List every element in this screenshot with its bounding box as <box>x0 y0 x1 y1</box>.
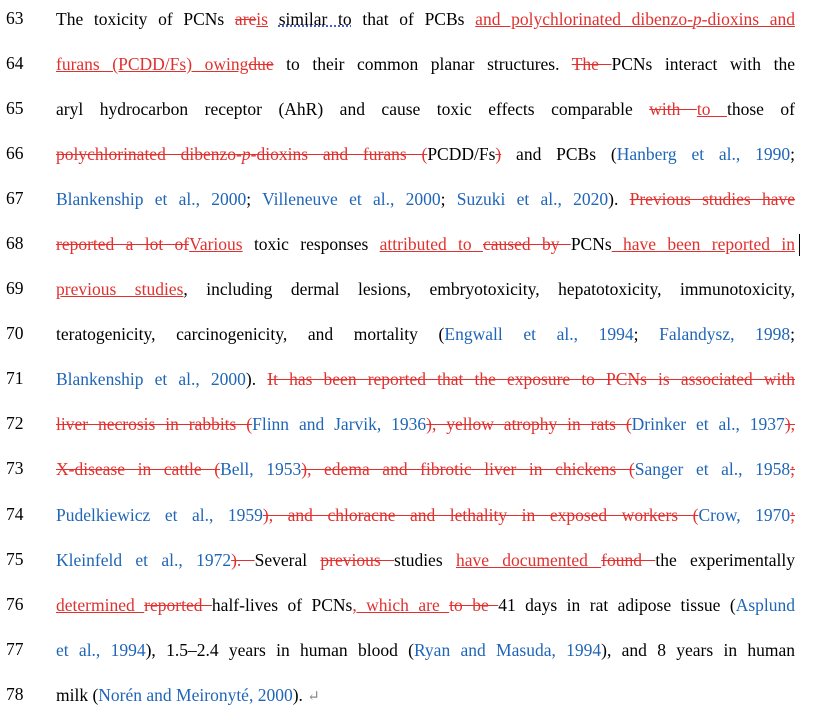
text-run: ; <box>246 189 263 209</box>
tracked-insertion: determined <box>56 595 145 615</box>
line-number: 63 <box>6 8 24 28</box>
tracked-deletion: with <box>649 99 697 119</box>
line-text[interactable] <box>56 53 795 75</box>
citation-link[interactable]: Norén and Meironyté, 2000 <box>98 685 293 705</box>
text-line <box>0 454 838 484</box>
paragraph-mark-icon: ↵ <box>307 689 320 705</box>
text-run: similar <box>278 9 339 29</box>
tracked-insertion: p <box>692 9 702 29</box>
tracked-deletion: are <box>234 9 257 29</box>
line-text[interactable] <box>56 684 795 708</box>
tracked-deletion: liver necrosis in rabbits ( <box>56 414 253 434</box>
line-number: 70 <box>6 323 24 343</box>
citation-link[interactable]: Sanger et al., 1958 <box>634 459 791 479</box>
citation-link[interactable]: Asplund <box>735 595 795 615</box>
text-line <box>0 4 838 34</box>
text-run: ; <box>790 144 795 164</box>
text-run: those of <box>726 99 795 119</box>
text-run: PCNs interact with the <box>611 54 795 74</box>
line-text[interactable] <box>56 504 795 526</box>
tracked-insertion: is <box>256 9 268 29</box>
line-number: 74 <box>6 504 24 524</box>
tracked-deletion: ), yellow atrophy in rats ( <box>426 414 632 434</box>
text-run: The toxicity of PCNs <box>56 9 235 29</box>
line-text[interactable] <box>56 458 795 480</box>
text-run: toxic responses <box>242 234 380 254</box>
tracked-deletion: ), edema and fibrotic liver in chickens ( <box>301 459 635 479</box>
text-line <box>0 545 838 575</box>
citation-link[interactable]: Villeneuve et al., 2000 <box>262 189 441 209</box>
citation-link[interactable]: Kleinfeld et al., 1972 <box>56 550 232 570</box>
text-line <box>0 274 838 304</box>
citation-link[interactable]: Pudelkiewicz et al., 1959 <box>56 505 263 525</box>
text-run: PCNs <box>570 234 612 254</box>
tracked-insertion: and polychlorinated dibenzo- <box>475 9 693 29</box>
tracked-insertion: furans (PCDD/Fs) owing <box>56 54 249 74</box>
line-number: 78 <box>6 684 24 704</box>
line-text[interactable] <box>56 323 795 345</box>
text-run: ). <box>608 189 630 209</box>
tracked-insertion: to <box>696 99 727 119</box>
line-text[interactable] <box>56 413 795 435</box>
citation-link[interactable]: Drinker et al., 1937 <box>631 414 785 434</box>
tracked-deletion: to be <box>449 595 499 615</box>
line-number: 65 <box>6 98 24 118</box>
tracked-deletion: ), and chloracne and lethality in exposed workers ( <box>262 505 699 525</box>
line-text[interactable] <box>56 98 795 120</box>
text-run: to their common planar structures. <box>273 54 572 74</box>
text-run: and PCBs ( <box>501 144 617 164</box>
text-run: 41 days in rat adipose tissue ( <box>498 595 736 615</box>
tracked-deletion: ), <box>784 414 796 434</box>
tracked-deletion: ; <box>790 505 795 525</box>
line-text[interactable] <box>56 549 795 571</box>
text-run: aryl hydrocarbon receptor (AhR) and cause toxic effects comparable <box>56 99 650 119</box>
tracked-deletion: The <box>571 54 612 74</box>
citation-link[interactable]: Bell, 1953 <box>220 459 302 479</box>
text-run: that of PCBs <box>351 9 476 29</box>
text-run: studies <box>394 550 456 570</box>
line-text[interactable] <box>56 368 795 390</box>
text-run: milk ( <box>56 685 99 705</box>
text-run: , including dermal lesions, embryotoxicity, hepatotoxicity, immunotoxicity, <box>183 279 795 299</box>
citation-link[interactable]: Falandysz, 1998 <box>659 324 791 344</box>
text-run: ), and 8 years in human <box>601 640 796 660</box>
tracked-deletion: -dioxins and furans ( <box>250 144 428 164</box>
text-cursor <box>799 234 800 256</box>
text-run: ). <box>245 369 268 389</box>
tracked-deletion: X-disease in cattle ( <box>56 459 221 479</box>
text-run: half-lives of PCNs <box>211 595 353 615</box>
line-number: 77 <box>6 639 24 659</box>
text-line <box>0 229 838 259</box>
tracked-deletion: It has been reported that the exposure to PCNs is associated with <box>267 369 796 389</box>
tracked-deletion: ). <box>231 550 255 570</box>
text-line <box>0 94 838 124</box>
tracked-insertion: have been reported in <box>611 234 795 254</box>
text-run: ). <box>292 685 308 705</box>
text-run: to <box>338 9 352 29</box>
tracked-deletion: previous <box>320 550 395 570</box>
tracked-insertion: -dioxins and <box>701 9 795 29</box>
citation-link[interactable]: Flinn and Jarvik, 1936 <box>252 414 427 434</box>
citation-link[interactable]: Blankenship et al., 2000 <box>56 369 246 389</box>
line-text[interactable] <box>56 594 795 616</box>
tracked-deletion: caused by <box>483 234 571 254</box>
text-run: ; <box>633 324 660 344</box>
text-run: Several <box>254 550 321 570</box>
tracked-deletion: p <box>241 144 251 164</box>
citation-link[interactable]: Hanberg et al., 1990 <box>616 144 791 164</box>
tracked-insertion: have documented <box>455 550 602 570</box>
tracked-insertion: attributed to <box>379 234 484 254</box>
line-text[interactable] <box>56 143 795 165</box>
text-line <box>0 139 838 169</box>
line-text[interactable] <box>56 278 795 300</box>
citation-link[interactable]: Ryan and Masuda, 1994 <box>413 640 602 660</box>
text-line <box>0 49 838 79</box>
text-line <box>0 635 838 665</box>
line-text[interactable] <box>56 233 795 255</box>
tracked-deletion: reported a lot of <box>56 234 190 254</box>
citation-link[interactable]: Suzuki et al., 2020 <box>456 189 609 209</box>
tracked-deletion: ; <box>790 459 796 479</box>
tracked-deletion: polychlorinated dibenzo- <box>56 144 242 164</box>
tracked-deletion: due <box>248 54 274 74</box>
text-run: PCDD/Fs <box>427 144 496 164</box>
line-number: 71 <box>6 368 24 388</box>
text-line <box>0 319 838 349</box>
tracked-insertion: Various <box>189 234 243 254</box>
text-line <box>0 500 838 530</box>
tracked-deletion: reported <box>144 595 212 615</box>
line-number: 75 <box>6 549 24 569</box>
line-number: 73 <box>6 458 24 478</box>
citation-link[interactable]: et al., 1994 <box>56 640 146 660</box>
line-text[interactable] <box>56 188 795 210</box>
line-number: 68 <box>6 233 24 253</box>
citation-link[interactable]: Crow, 1970 <box>698 505 791 525</box>
line-text[interactable] <box>56 639 795 661</box>
line-number: 76 <box>6 594 24 614</box>
tracked-insertion: previous studies <box>56 279 184 299</box>
citation-link[interactable]: Engwall et al., 1994 <box>444 324 634 344</box>
line-number: 69 <box>6 278 24 298</box>
text-line <box>0 590 838 620</box>
text-line <box>0 680 838 710</box>
line-number: 64 <box>6 53 24 73</box>
tracked-deletion: ) <box>495 144 502 164</box>
text-line <box>0 364 838 394</box>
tracked-deletion: found <box>601 550 656 570</box>
line-number: 72 <box>6 413 24 433</box>
text-run: teratogenicity, carcinogenicity, and mortality ( <box>56 324 445 344</box>
text-run <box>268 9 279 29</box>
text-run: the experimentally <box>655 550 795 570</box>
line-number: 66 <box>6 143 24 163</box>
citation-link[interactable]: Blankenship et al., 2000 <box>56 189 247 209</box>
line-text[interactable] <box>56 8 795 30</box>
tracked-deletion: Previous studies have <box>629 189 796 209</box>
text-run: ; <box>440 189 457 209</box>
tracked-insertion: , which are <box>352 595 450 615</box>
text-run: ; <box>790 324 795 344</box>
text-run: ), 1.5–2.4 years in human blood ( <box>145 640 414 660</box>
text-line <box>0 409 838 439</box>
text-line <box>0 184 838 214</box>
line-number: 67 <box>6 188 24 208</box>
